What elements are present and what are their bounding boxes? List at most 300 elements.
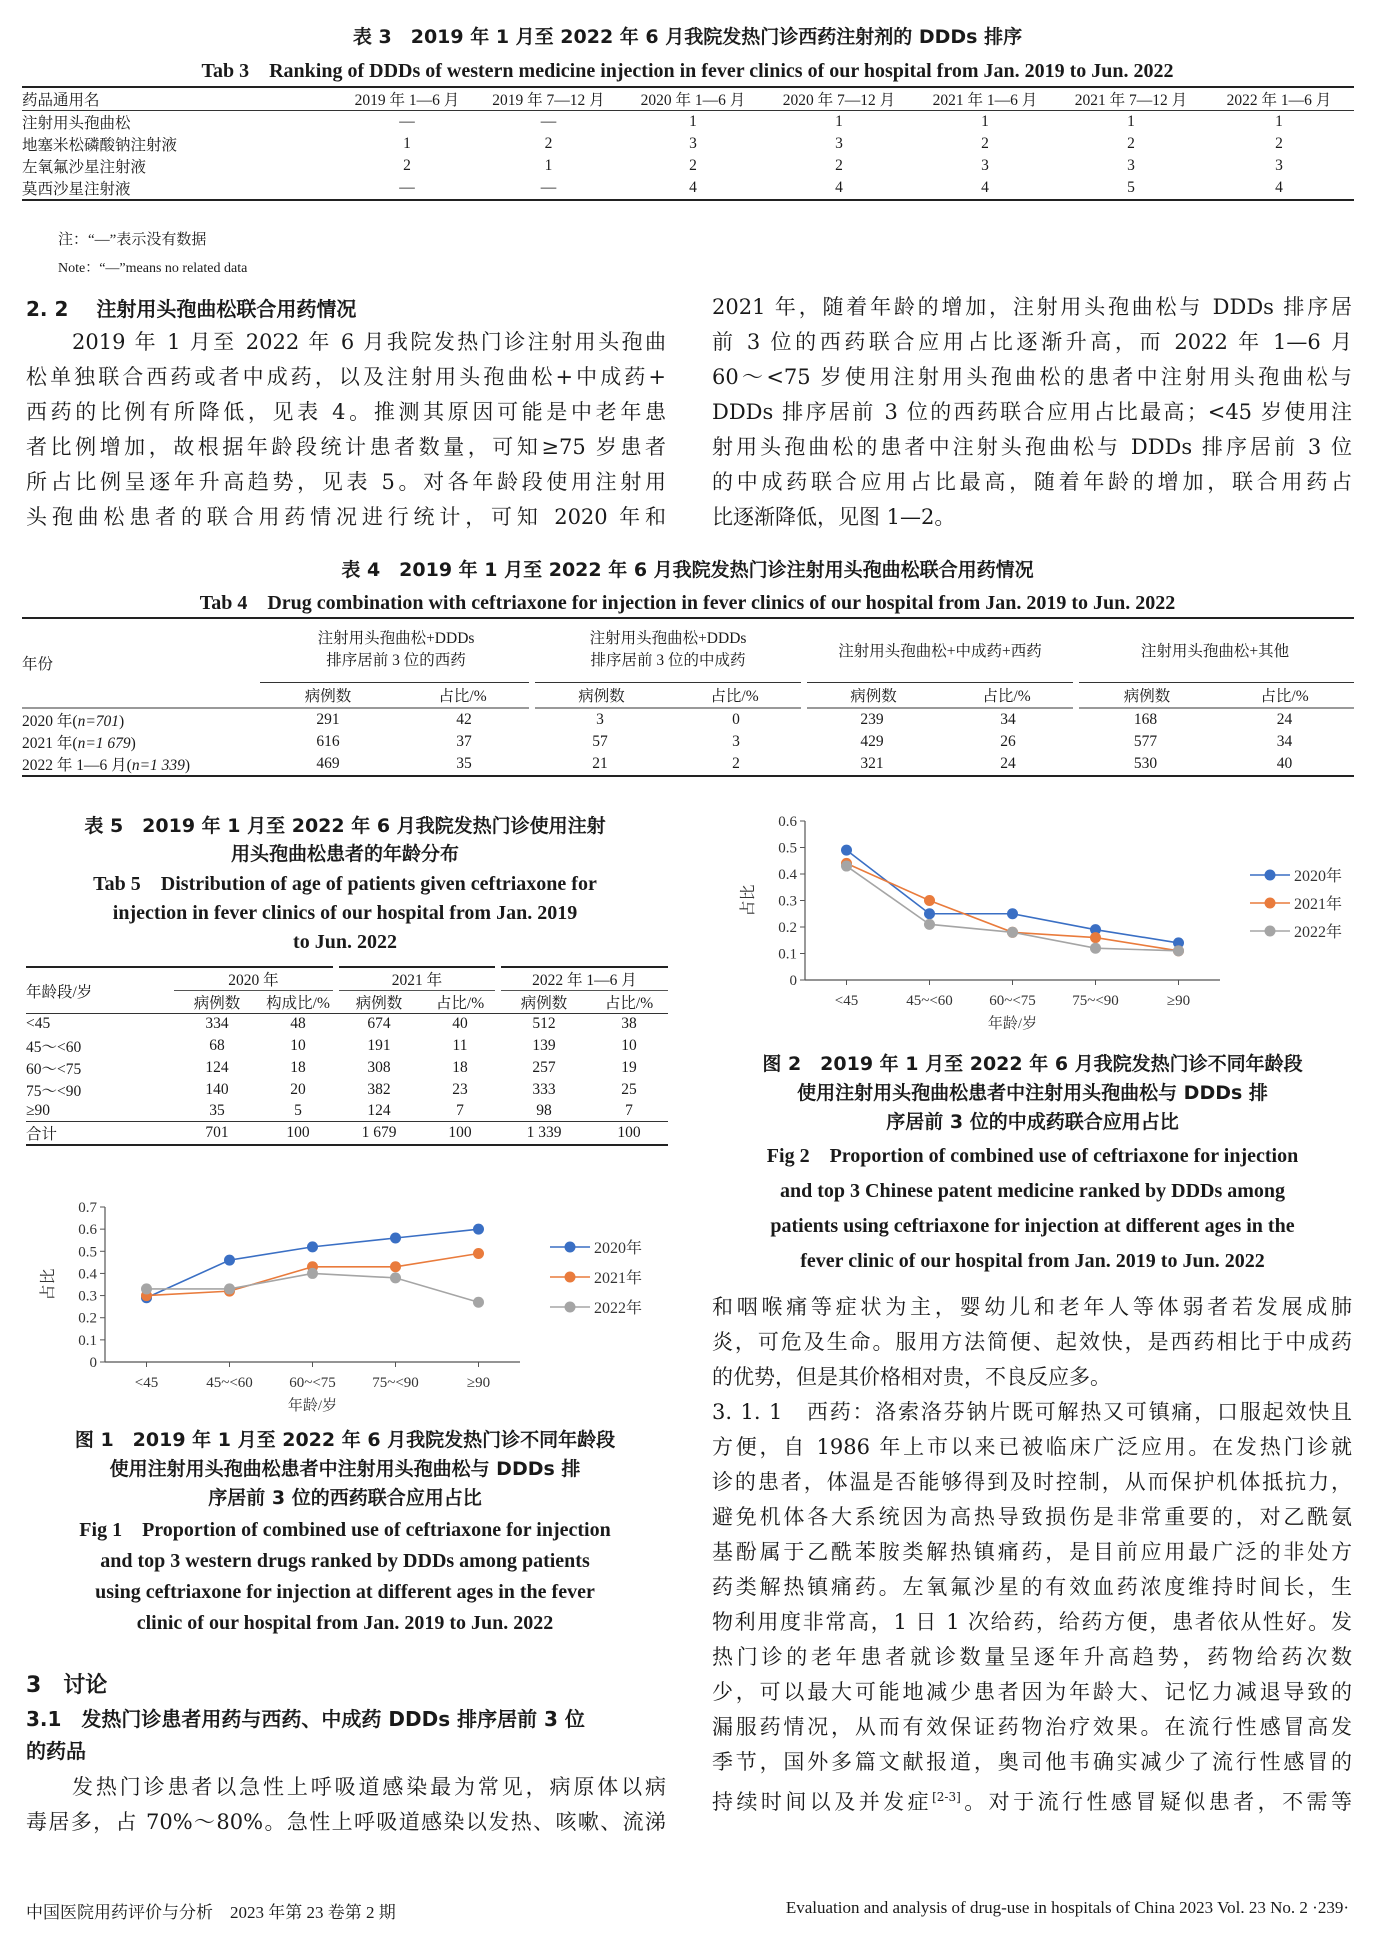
y-tick-label: 0.5 (78, 1244, 97, 1261)
sub-header-cell: 病例数 (520, 995, 568, 1012)
text-line: 季节，国外多篇文献报道，奥司他韦确实减少了流行性感冒的 (712, 1750, 1352, 1774)
caption-line: clinic of our hospital from Jan. 2019 to Jun. 2022 (136, 1612, 554, 1634)
table-cell: 34 (1276, 733, 1293, 750)
table-cell: 257 (532, 1058, 556, 1076)
table-cell: 124 (367, 1101, 391, 1119)
y-tick-label: 0.5 (778, 840, 797, 857)
group-line1: 注射用头孢曲松+DDDs (589, 630, 747, 648)
section-3-right-text (712, 1290, 1352, 1820)
data-point (841, 845, 852, 856)
table-cell: 48 (290, 1015, 306, 1033)
table-cell: 10 (621, 1036, 637, 1054)
table-cell: 308 (367, 1058, 391, 1076)
year-cell: 2020 年(n=701) (22, 713, 125, 730)
table-cell: 1 (1275, 113, 1283, 130)
tab5-table (26, 966, 668, 1146)
data-point (1007, 908, 1018, 919)
table-cell: 2 (732, 755, 740, 772)
table-cell: 0 (732, 711, 740, 728)
section-2-2-left-text (26, 325, 666, 535)
table-cell: 23 (452, 1080, 468, 1098)
x-tick-label: 60~<75 (289, 1375, 336, 1391)
table-row (22, 708, 1354, 731)
table-row (26, 1035, 668, 1057)
year-cell: 2022 年 1—6 月(n=1 339) (22, 757, 191, 774)
caption-line: 表 5 2019 年 1 月至 2022 年 6 月我院发热门诊使用注射 (84, 815, 606, 837)
table-cell: 1 (1127, 113, 1135, 130)
tab4-title-cn: 表 4 2019 年 1 月至 2022 年 6 月我院发热门诊注射用头孢曲松联合用药情况 (341, 559, 1034, 581)
x-tick-label: ≥90 (466, 1375, 491, 1391)
table-row (22, 155, 1354, 177)
text-line: DDDs 排序居前 3 位的西药联合应用占比最高；<45 岁使用注 (712, 400, 1352, 424)
tab3-header-cell: 2021 年 1—6 月 (932, 92, 1038, 109)
x-tick-label: <45 (134, 1375, 159, 1391)
section-2-2-heading (26, 293, 356, 322)
table-cell: 3 (689, 135, 697, 152)
heading-line: 3.1 发热门诊患者用药与西药、中成药 DDDs 排序居前 3 位 (26, 1707, 585, 1731)
table-cell: — (540, 179, 557, 196)
section-3-1-heading (26, 1703, 666, 1767)
age-group: <45 (26, 1015, 51, 1033)
legend-marker (565, 1272, 576, 1283)
table-cell: 24 (1000, 755, 1016, 772)
legend-label: 2022年 (594, 1300, 643, 1317)
table-cell: 19 (621, 1058, 637, 1076)
data-point (1090, 932, 1101, 943)
sample-size: n=1 679 (77, 735, 131, 752)
drug-name: 左氧氟沙星注射液 (22, 159, 147, 176)
table-cell: 1 339 (526, 1124, 562, 1141)
table-cell: 4 (835, 179, 843, 196)
data-point (224, 1283, 235, 1294)
legend-marker (565, 1242, 576, 1253)
text-line: 者比例增加，故根据年龄段统计患者数量，可知≥75 岁患者 (26, 435, 666, 459)
drug-name: 莫西沙星注射液 (22, 181, 131, 198)
text-line: 2021 年，随着年龄的增加，注射用头孢曲松与 DDDs 排序居 (712, 295, 1352, 319)
group-line2: 排序居前 3 位的中成药 (590, 652, 746, 670)
tab3-header-cell: 2022 年 1—6 月 (1226, 92, 1332, 109)
table-cell: 1 (981, 113, 989, 130)
x-axis-label: 年龄/岁 (287, 1398, 338, 1414)
table-cell: 1 (835, 113, 843, 130)
text-line: 热门诊的老年患者就诊数量呈逐年升高趋势，药物给药次数 (712, 1645, 1352, 1669)
age-group: ≥90 (26, 1101, 51, 1119)
year-cell: 2021 年(n=1 679) (22, 735, 136, 752)
tab3-title-cn: 表 3 2019 年 1 月至 2022 年 6 月我院发热门诊西药注射剂的 DDDs 排序 (352, 26, 1023, 48)
sample-size: n=701 (77, 713, 120, 730)
y-tick-label: 0 (89, 1355, 97, 1371)
table-cell: 3 (1275, 157, 1283, 174)
text-line: 发热门诊患者以急性上呼吸道感染最为常见，病原体以病 (72, 1775, 666, 1799)
table-cell: 38 (621, 1015, 637, 1033)
text-line: 3. 1. 1 西药：洛索洛芬钠片既可解热又可镇痛，口服起效快且 (712, 1400, 1352, 1424)
table-cell: 701 (205, 1124, 229, 1141)
text-line: 比逐渐降低，见图 1—2。 (712, 505, 956, 529)
table-cell: 98 (536, 1101, 552, 1119)
table-cell: 530 (1133, 755, 1158, 772)
table-cell: 2 (835, 157, 843, 174)
caption-line: using ceftriaxone for injection at different ages in the fever (95, 1581, 595, 1603)
text-line: 药类解热镇痛药。左氧氟沙星的有效血药浓度维持时间长，生 (712, 1575, 1352, 1599)
table-row (26, 1079, 668, 1101)
x-tick-label: 75~<90 (372, 1375, 419, 1391)
table-cell: 429 (860, 733, 884, 750)
y-tick-label: 0.2 (78, 1310, 97, 1327)
y-tick-label: 0.7 (78, 1200, 97, 1216)
data-point (390, 1233, 401, 1244)
sub-header-cell: 病例数 (532, 682, 668, 708)
sub-header-cell: 病例数 (1076, 682, 1215, 708)
legend-label: 2022年 (1294, 924, 1343, 941)
tab3-header-cell: 2019 年 7—12 月 (492, 92, 605, 109)
table-cell: 57 (592, 733, 608, 750)
legend-label: 2021年 (1294, 896, 1343, 913)
fig1-caption-en (0, 1515, 690, 1639)
legend-label: 2020年 (594, 1240, 643, 1257)
table-cell: 674 (367, 1015, 391, 1033)
x-axis-label: 年龄/岁 (987, 1016, 1038, 1032)
caption-line: Fig 2 Proportion of combined use of ceftriaxone for injection (766, 1145, 1299, 1167)
age-group: 75～<90 (26, 1082, 82, 1100)
caption-line: patients using ceftriaxone for injection at different ages in the (770, 1215, 1295, 1237)
data-point (473, 1297, 484, 1308)
table-cell: 35 (209, 1101, 225, 1119)
text-line: 和咽喉痛等症状为主，婴幼儿和老年人等体弱者若发展成肺 (712, 1295, 1352, 1319)
table-cell: 291 (316, 711, 340, 728)
table-cell: 382 (367, 1080, 391, 1098)
tab3-note-en: Note：“—”means no related data (58, 261, 248, 276)
caption-line: 使用注射用头孢曲松患者中注射用头孢曲松与 DDDs 排 (797, 1082, 1268, 1104)
table-cell: 3 (1127, 157, 1135, 174)
fig2-caption-cn (690, 1050, 1375, 1137)
text-line: 避免机体各大系统因为高热导致损伤是非常重要的，对乙酰氨 (712, 1505, 1352, 1529)
table-cell: 10 (290, 1036, 306, 1054)
caption-line: 序居前 3 位的西药联合应用占比 (208, 1487, 482, 1509)
table-cell: 2 (1275, 135, 1283, 152)
table-cell: 7 (456, 1101, 464, 1119)
tab3-header-cell: 药品通用名 (22, 92, 100, 109)
text-line: 头孢曲松患者的联合用药情况进行统计，可知 2020 年和 (26, 505, 666, 529)
text-line: 诊的患者，体温是否能够得到及时控制，从而保护机体抵抗力， (712, 1470, 1352, 1494)
section-2-2-right-text (712, 290, 1352, 535)
table-cell: 191 (367, 1036, 391, 1054)
footer-journal-cn: 中国医院用药评价与分析 2023 年第 23 卷第 2 期 (26, 1903, 396, 1922)
table-cell: 4 (1275, 179, 1283, 196)
table-cell: 20 (290, 1080, 306, 1098)
table-cell: 3 (596, 711, 604, 728)
table-cell: 239 (860, 711, 884, 728)
tab4-group-header (532, 618, 804, 682)
text-line: 所占比例呈逐年升高趋势，见表 5。对各年龄段使用注射用 (26, 470, 666, 494)
table-row (22, 133, 1354, 155)
table-row (26, 1101, 668, 1122)
table-cell: 100 (448, 1124, 472, 1141)
caption-line: 图 1 2019 年 1 月至 2022 年 6 月我院发热门诊不同年龄段 (74, 1429, 616, 1451)
table-cell: 18 (290, 1058, 306, 1076)
table-cell: 40 (1276, 755, 1293, 772)
tab4-group-header (804, 618, 1076, 682)
data-point (141, 1283, 152, 1294)
y-tick-label: 0.2 (778, 920, 797, 936)
tab4-group-header (1076, 618, 1354, 682)
sub-header-cell: 占比/% (668, 682, 804, 708)
sub-header-cell: 占比/% (604, 995, 654, 1012)
caption-line: and top 3 western drugs ranked by DDDs among patients (100, 1550, 590, 1572)
text-line: 前 3 位的西药联合应用占比逐渐升高，而 2022 年 1—6 月 (712, 330, 1352, 354)
tab4-title-en: Tab 4 Drug combination with ceftriaxone for injection in fever clinics of our hospital from Jan. 2019 to Jun. 2022 (199, 592, 1176, 614)
group-line1: 注射用头孢曲松+DDDs (317, 630, 475, 648)
text-segment: 持续时间以及并发症 (712, 1790, 933, 1814)
table-cell: 35 (456, 755, 472, 772)
caption-line: 用头孢曲松患者的年龄分布 (230, 843, 459, 865)
age-group: 60～<75 (26, 1060, 82, 1078)
caption-line: 使用注射用头孢曲松患者中注射用头孢曲松与 DDDs 排 (109, 1458, 581, 1480)
text-line: 60～<75 岁使用注射用头孢曲松的患者中注射用头孢曲松与 (712, 365, 1352, 389)
sub-header-cell: 构成比/% (266, 995, 330, 1012)
data-point (924, 908, 935, 919)
table-cell: 21 (592, 755, 608, 772)
tab5-row-header: 年龄段/岁 (26, 967, 174, 1014)
group-line1: 注射用头孢曲松+其他 (1140, 643, 1290, 661)
x-tick-label: 45~<60 (906, 993, 953, 1009)
sub-header-cell: 病例数 (804, 682, 940, 708)
data-point (924, 895, 935, 906)
table-cell: 3 (835, 135, 843, 152)
data-point (224, 1255, 235, 1266)
table-cell: 124 (205, 1058, 229, 1076)
text-line (712, 1780, 1352, 1820)
fig2-caption-en (690, 1139, 1375, 1279)
text-line: 毒居多，占 70%～80%。急性上呼吸道感染以发热、咳嗽、流涕 (26, 1810, 666, 1834)
sub-header-cell: 占比/% (435, 995, 485, 1012)
drug-name: 地塞米松磷酸钠注射液 (22, 137, 178, 154)
text-line: 基酚属于乙酰苯胺类解热镇痛药，是目前应用最广泛的非处方 (712, 1540, 1352, 1564)
table-row (22, 177, 1354, 200)
tab5-title-cn (0, 812, 690, 868)
age-group: 45～<60 (26, 1038, 82, 1056)
text-line: 方便，自 1986 年上市以来已被临床广泛应用。在发热门诊就 (712, 1435, 1352, 1459)
tab3-title-en: Tab 3 Ranking of DDDs of western medicine injection in fever clinics of our hospital from Jan. 2019 to Jun. 2022 (201, 60, 1174, 82)
legend-marker (1265, 898, 1276, 909)
table-cell: 7 (625, 1101, 633, 1119)
y-tick-label: 0.6 (778, 814, 797, 830)
text-line: 少，可以最大可能地减少患者因为年龄大、记忆力减退导致的 (712, 1680, 1352, 1704)
tab4-table (22, 617, 1354, 777)
caption-line: and top 3 Chinese patent medicine ranked by DDDs among (779, 1180, 1286, 1202)
sub-header-cell: 病例数 (260, 682, 396, 708)
tab5-group-header: 2022 年 1—6 月 (498, 967, 668, 991)
table-cell: 5 (1127, 179, 1135, 196)
legend-marker (1265, 870, 1276, 881)
y-tick-label: 0.6 (78, 1222, 97, 1239)
sub-header-cell: 占比/% (396, 682, 532, 708)
tab3-note-cn: 注：“—”表示没有数据 (58, 232, 207, 248)
text-line: 的优势，但是其价格相对贵，不良反应多。 (712, 1365, 1111, 1389)
table-cell: 1 679 (361, 1124, 397, 1141)
table-cell: 25 (621, 1080, 637, 1098)
x-tick-label: 75~<90 (1072, 993, 1119, 1009)
tab5-title-en (0, 870, 690, 957)
sample-size: n=1 339 (131, 757, 185, 774)
table-cell: 2 (544, 135, 553, 152)
table-cell: 18 (452, 1058, 468, 1076)
table-cell: — (540, 113, 557, 130)
table-cell: 2 (1127, 135, 1135, 152)
caption-line: 图 2 2019 年 1 月至 2022 年 6 月我院发热门诊不同年龄段 (762, 1053, 1303, 1075)
text-line: 物利用度非常高，1 日 1 次给药，给药方便，患者依从性好。发 (712, 1610, 1352, 1634)
caption-line: Tab 5 Distribution of age of patients given ceftriaxone for (93, 873, 597, 895)
table-cell: 168 (1133, 711, 1158, 728)
fig1-caption-cn (0, 1426, 690, 1513)
table-cell: 37 (456, 733, 472, 750)
table-cell: 140 (205, 1080, 229, 1098)
table-cell: 26 (1000, 733, 1016, 750)
section-title: 注射用头孢曲松联合用药情况 (96, 297, 357, 321)
table-cell: 34 (1000, 711, 1016, 728)
table-cell: 68 (209, 1036, 225, 1054)
data-point (473, 1224, 484, 1235)
data-point (841, 861, 852, 872)
tab4-group-header (260, 618, 532, 682)
sub-header-cell: 病例数 (193, 995, 241, 1012)
caption-line: Fig 1 Proportion of combined use of ceftriaxone for injection (79, 1519, 611, 1541)
legend-label: 2021年 (594, 1270, 643, 1287)
table-cell: 512 (532, 1015, 556, 1033)
data-point (390, 1261, 401, 1272)
table-cell: 1 (544, 157, 553, 174)
y-tick-label: 0.1 (78, 1332, 97, 1349)
table-cell: — (399, 179, 415, 196)
group-line1: 注射用头孢曲松+中成药+西药 (838, 643, 1042, 661)
y-tick-label: 0 (789, 973, 797, 989)
caption-line: 序居前 3 位的中成药联合应用占比 (886, 1111, 1179, 1133)
text-line: 漏服药情况，从而有效保证药物治疗效果。在流行性感冒高发 (712, 1715, 1352, 1739)
table-cell: 5 (294, 1101, 302, 1119)
data-point (1090, 943, 1101, 954)
data-point (307, 1268, 318, 1279)
tab4-group-header-row (22, 618, 1354, 682)
table-row (22, 753, 1354, 776)
section-3-heading: 3 讨论 (26, 1673, 108, 1698)
table-row (22, 111, 1354, 134)
table-cell: 40 (452, 1015, 468, 1033)
y-axis-label: 占比 (740, 884, 757, 917)
legend-marker (565, 1302, 576, 1313)
tab4-row-header: 年份 (22, 618, 260, 708)
group-line2: 排序居前 3 位的西药 (326, 652, 466, 670)
table-row (22, 731, 1354, 753)
text-line: 2019 年 1 月至 2022 年 6 月我院发热门诊注射用头孢曲 (72, 330, 666, 354)
table-row (26, 1014, 668, 1035)
caption-line: to Jun. 2022 (293, 931, 397, 953)
text-line: 炎，可危及生命。服用方法简便、起效快，是西药相比于中成药 (712, 1330, 1352, 1354)
y-tick-label: 0.1 (778, 946, 797, 963)
table-cell: 3 (732, 733, 740, 750)
data-point (924, 919, 935, 930)
x-tick-label: <45 (834, 993, 859, 1009)
table-cell: 2 (403, 157, 411, 174)
y-tick-label: 0.4 (78, 1266, 97, 1283)
table-cell: 616 (316, 733, 340, 750)
year-label: 2021 年 (22, 735, 73, 752)
tab5-group-header: 2020 年 (174, 967, 336, 991)
table-cell: — (399, 113, 415, 130)
tab3-table (22, 86, 1354, 201)
section-3-left-text (26, 1770, 666, 1840)
table-row (26, 1057, 668, 1079)
table-cell: 4 (981, 179, 989, 196)
table-cell: 42 (456, 711, 472, 728)
table-cell: 2 (981, 135, 989, 152)
data-point (1007, 927, 1018, 938)
year-label: 2020 年 (22, 713, 73, 730)
caption-line: fever clinic of our hospital from Jan. 2019 to Jun. 2022 (800, 1250, 1265, 1272)
heading-line: 的药品 (26, 1739, 86, 1763)
tab3-header-cell: 2020 年 7—12 月 (782, 92, 896, 109)
table-cell: 469 (316, 755, 340, 772)
tab3-header-cell: 2020 年 1—6 月 (640, 92, 746, 109)
tab3-header-row (22, 87, 1354, 111)
year-label: 2022 年 1—6 月 (22, 757, 127, 774)
sub-header-cell: 占比/% (1215, 682, 1354, 708)
table-cell: 321 (860, 755, 884, 772)
x-tick-label: 45~<60 (206, 1375, 253, 1391)
y-tick-label: 0.3 (778, 893, 797, 910)
table-cell: 1 (689, 113, 697, 130)
table-cell: 577 (1133, 733, 1158, 750)
data-point (390, 1272, 401, 1283)
tab5-group-header-row (26, 967, 668, 991)
text-segment: 。对于流行性感冒疑似患者，不需等 (960, 1790, 1353, 1814)
sub-header-cell: 病例数 (355, 995, 403, 1012)
table-cell: 24 (1276, 711, 1293, 728)
fig1-chart (20, 1190, 660, 1420)
data-point (473, 1248, 484, 1259)
table-cell: 1 (403, 135, 411, 152)
footer-journal-en: Evaluation and analysis of drug-use in hospitals of China 2023 Vol. 23 No. 2 ·239· (785, 1898, 1349, 1917)
y-tick-label: 0.4 (778, 867, 797, 883)
fig2-chart (720, 805, 1360, 1045)
table-cell: 3 (981, 157, 989, 174)
caption-line: injection in fever clinics of our hospital from Jan. 2019 (112, 902, 578, 924)
table-total-row (26, 1122, 668, 1146)
sub-header-cell: 占比/% (940, 682, 1076, 708)
legend-label: 2020年 (1294, 868, 1343, 885)
text-line: 西药的比例有所降低，见表 4。推测其原因可能是中老年患 (26, 400, 666, 424)
table-cell: 2 (689, 157, 697, 174)
table-cell: 100 (286, 1124, 310, 1141)
table-cell: 4 (689, 179, 697, 196)
data-point (1173, 945, 1184, 956)
table-cell: 100 (617, 1124, 641, 1141)
text-line: 松单独联合西药或者中成药，以及注射用头孢曲松+中成药+ (26, 365, 666, 389)
tab3-header-cell: 2021 年 7—12 月 (1074, 92, 1188, 109)
text-line: 射用头孢曲松的患者中注射头孢曲松与 DDDs 排序居前 3 位 (712, 435, 1352, 459)
table-cell: 139 (532, 1036, 556, 1054)
table-cell: 11 (452, 1036, 468, 1054)
section-number: 2. 2 (26, 297, 69, 321)
text-line: 的中成药联合应用占比最高，随着年龄的增加，联合用药占 (712, 470, 1352, 494)
table-cell: 333 (532, 1080, 556, 1098)
tab5-group-header: 2021 年 (336, 967, 498, 991)
citation-ref[interactable]: [2-3] (932, 1790, 961, 1804)
drug-name: 注射用头孢曲松 (22, 115, 131, 132)
y-tick-label: 0.3 (78, 1288, 97, 1305)
x-tick-label: 60~<75 (989, 993, 1036, 1009)
legend-marker (1265, 926, 1276, 937)
total-label: 合计 (26, 1126, 58, 1143)
tab3-header-cell: 2019 年 1—6 月 (354, 92, 460, 109)
